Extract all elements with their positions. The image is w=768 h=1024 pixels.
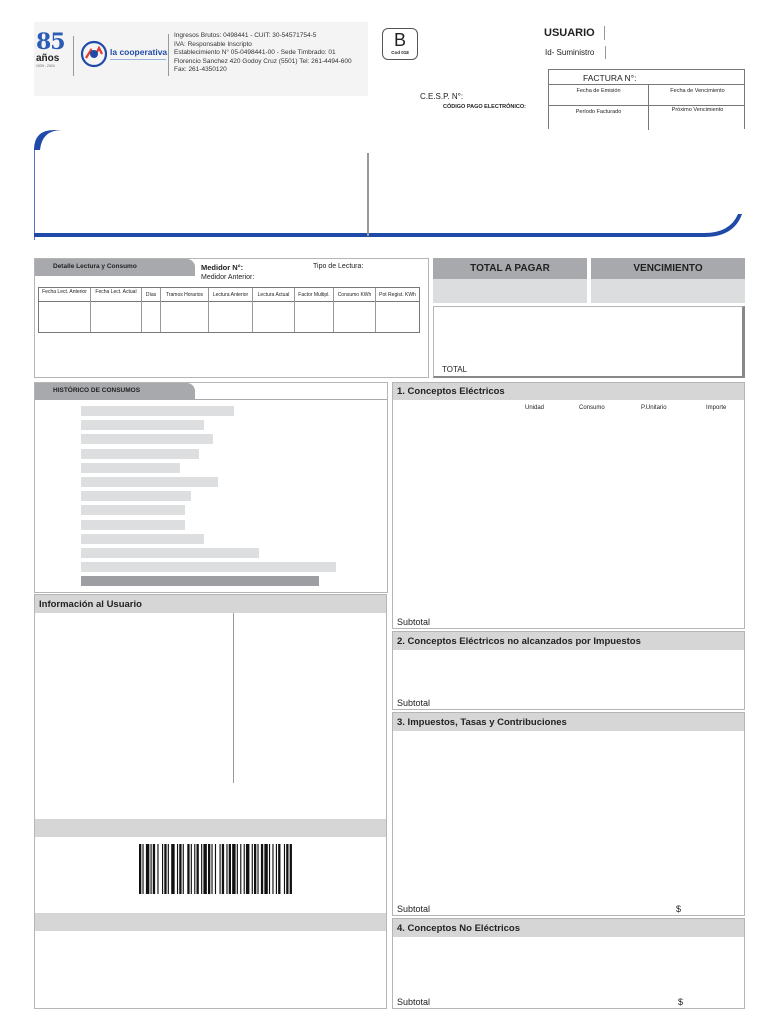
barcode bbox=[139, 844, 375, 894]
historico-bar bbox=[81, 520, 185, 530]
anniversary-number: 85 bbox=[36, 29, 65, 55]
tipo-lectura-label: Tipo de Lectura: bbox=[313, 263, 364, 270]
address-banner bbox=[34, 128, 744, 244]
conceptos-no-electricos-panel bbox=[392, 918, 745, 1009]
subtotal-3-currency: $ bbox=[676, 904, 682, 914]
medidor-label: Medidor N°: bbox=[201, 263, 244, 272]
lectura-tab-title: Detalle Lectura y Consumo bbox=[53, 263, 137, 270]
total-a-pagar-header bbox=[433, 258, 587, 279]
company-divider bbox=[168, 34, 169, 76]
col-fecha-actual: Fecha Lect. Actual bbox=[91, 288, 142, 332]
lectura-tab-rule bbox=[35, 275, 195, 276]
lectura-panel bbox=[34, 258, 429, 378]
fecha-vencimiento-label: Fecha de Vencimiento bbox=[670, 88, 725, 94]
cooperativa-name: la cooperativa bbox=[110, 47, 168, 57]
banner-divider bbox=[367, 153, 369, 236]
total-footer-label: TOTAL bbox=[442, 365, 468, 374]
vencimiento-header bbox=[591, 258, 745, 279]
subtotal-1-label: Subtotal bbox=[397, 617, 431, 627]
historico-tab-rule bbox=[35, 399, 387, 400]
suministro-label: Id- Suministro bbox=[545, 48, 595, 57]
info-usuario-divider bbox=[233, 613, 234, 783]
vencimiento-value bbox=[591, 279, 745, 303]
subtotal-2-label: Subtotal bbox=[397, 698, 431, 708]
total-box bbox=[433, 306, 745, 378]
col-fecha-anterior: Fecha Lect. Anterior bbox=[39, 288, 91, 332]
subtotal-4-currency: $ bbox=[678, 997, 684, 1007]
usuario-label: USUARIO bbox=[544, 27, 595, 39]
historico-bar bbox=[81, 548, 259, 558]
historico-bar bbox=[81, 562, 336, 572]
conceptos-electricos-title: 1. Conceptos Eléctricos bbox=[397, 386, 505, 397]
impuestos-header bbox=[393, 713, 744, 731]
cooperativa-logo-icon bbox=[80, 40, 108, 68]
logo-divider bbox=[73, 36, 74, 76]
info-usuario-panel bbox=[34, 594, 387, 1009]
anniversary-label: años bbox=[36, 53, 60, 64]
cesp-label: C.E.S.P. N°: bbox=[420, 92, 464, 101]
historico-bar bbox=[81, 534, 204, 544]
factura-label: FACTURA N°: bbox=[583, 73, 637, 83]
col-importe-label: Importe bbox=[706, 405, 727, 411]
conceptos-no-alcanzados-panel bbox=[392, 631, 745, 710]
col-factor: Factor Multipl. bbox=[295, 288, 334, 332]
impuestos-title: 3. Impuestos, Tasas y Contribuciones bbox=[397, 716, 567, 728]
col-dias: Días bbox=[142, 288, 161, 332]
total-a-pagar-label: TOTAL A PAGAR bbox=[470, 263, 550, 274]
company-info-line: Establecimiento N° 05-0498441-00 - Sede Timbrado: 01 bbox=[174, 49, 336, 56]
col-punitario-label: P.Unitario bbox=[641, 405, 667, 411]
historico-bar bbox=[81, 491, 191, 501]
impuestos-panel bbox=[392, 712, 745, 916]
col-consumo-label: Consumo bbox=[579, 405, 605, 411]
conceptos-no-alcanzados-title: 2. Conceptos Eléctricos no alcanzados por Impuestos bbox=[397, 635, 641, 647]
medidor-anterior-label: Medidor Anterior: bbox=[201, 274, 255, 281]
usuario-divider bbox=[604, 26, 605, 40]
company-info-line: Fax: 261-4350120 bbox=[174, 66, 227, 73]
col-lectura-actual: Lectura Actual bbox=[253, 288, 295, 332]
historico-bar bbox=[81, 434, 213, 444]
historico-tab bbox=[35, 383, 195, 399]
company-info-line: IVA: Responsable Inscripto bbox=[174, 40, 252, 48]
col-pot-regist: Pot Regist. KWh bbox=[379, 292, 416, 298]
col-unidad-label: Unidad bbox=[525, 405, 545, 411]
historico-bar bbox=[81, 576, 319, 586]
col-consumo: Consumo KWh bbox=[334, 288, 376, 332]
col-lectura-anterior: Lectura Anterior bbox=[209, 288, 253, 332]
lectura-tab bbox=[35, 259, 195, 276]
total-a-pagar-value bbox=[433, 279, 587, 303]
barcode-graphic bbox=[139, 844, 375, 894]
lectura-table bbox=[38, 287, 420, 333]
invoice-type-box bbox=[382, 28, 418, 60]
company-info bbox=[174, 32, 369, 75]
conceptos-electricos-header bbox=[393, 383, 744, 400]
info-band-1 bbox=[35, 819, 386, 837]
codigo-pago-label: CÓDIGO PAGO ELECTRÓNICO: bbox=[443, 104, 527, 110]
subtotal-3-label: Subtotal bbox=[397, 904, 431, 914]
company-info-line: Ingresos Brutos: 0498441 - CUIT: 30-54571754-5 bbox=[174, 32, 317, 39]
info-usuario-title: Información al Usuario bbox=[39, 598, 142, 610]
invoice-code: Cod 018 bbox=[391, 50, 409, 55]
conceptos-electricos-panel bbox=[392, 382, 745, 629]
fecha-emision-label: Fecha de Emisión bbox=[576, 88, 621, 94]
subtotal-4-label: Subtotal bbox=[397, 997, 431, 1007]
anniversary-years: 1939 - 2024 bbox=[36, 64, 55, 68]
historico-bar bbox=[81, 477, 218, 487]
historico-bar bbox=[81, 449, 199, 459]
conceptos-no-alcanzados-header bbox=[393, 632, 744, 650]
invoice-letter: B bbox=[393, 30, 406, 50]
historico-bar bbox=[81, 406, 234, 416]
historico-title: HISTÓRICO DE CONSUMOS bbox=[53, 387, 141, 394]
company-info-line: Florencio Sanchez 420 Godoy Cruz (5501) Tel: 261-4494-600 bbox=[174, 57, 352, 65]
info-band-2 bbox=[35, 913, 386, 931]
conceptos-no-electricos-title: 4. Conceptos No Eléctricos bbox=[397, 922, 521, 934]
cooperativa-logo bbox=[80, 40, 170, 70]
col-tramos: Tramos Horarios bbox=[161, 288, 209, 332]
vencimiento-label: VENCIMIENTO bbox=[633, 263, 703, 274]
historico-bar bbox=[81, 420, 204, 430]
periodo-facturado-label: Período Facturado bbox=[575, 109, 622, 115]
anniversary-logo bbox=[36, 30, 70, 80]
cooperativa-underline bbox=[110, 59, 166, 60]
conceptos-no-electricos-header bbox=[393, 919, 744, 937]
historico-panel bbox=[34, 382, 388, 593]
suministro-divider bbox=[605, 46, 606, 59]
factura-box bbox=[548, 69, 745, 129]
factura-rule bbox=[549, 84, 744, 85]
historico-bar bbox=[81, 505, 185, 515]
factura-row-rule bbox=[549, 105, 744, 106]
historico-bar bbox=[81, 463, 180, 473]
info-usuario-header bbox=[35, 595, 386, 613]
proximo-vencimiento-label: Próximo Vencimiento bbox=[671, 107, 724, 113]
